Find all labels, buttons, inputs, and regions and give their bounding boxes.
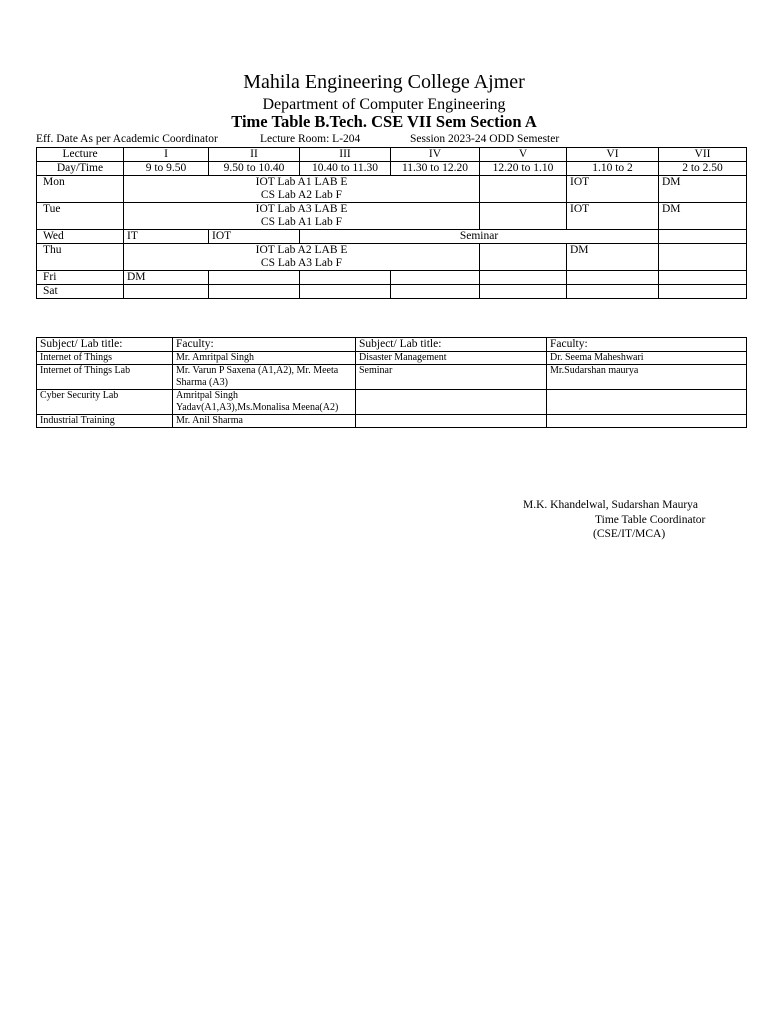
seminar-block: Seminar (300, 230, 659, 244)
slot-cell: IOT (567, 176, 659, 203)
time-slot: 10.40 to 11.30 (300, 162, 391, 176)
slot-cell (567, 285, 659, 299)
day-label: Sat (37, 285, 124, 299)
day-row-mon (37, 176, 747, 203)
slot-cell (480, 244, 567, 271)
day-row-wed (37, 230, 747, 244)
day-row-fri (37, 271, 747, 285)
slot-cell: DM (567, 244, 659, 271)
timetable-title: Time Table B.Tech. CSE VII Sem Section A (231, 112, 537, 131)
slot-cell (480, 176, 567, 203)
lecture-number-row (37, 148, 747, 162)
column-header: Subject/ Lab title: (37, 338, 173, 352)
lab-session: CS Lab A3 Lab F (260, 257, 343, 269)
slot-cell: IOT (567, 203, 659, 230)
lecture-number: II (209, 148, 300, 162)
session-info: Session 2023-24 ODD Semester (410, 133, 560, 145)
faculty-name: Mr. Amritpal Singh (173, 352, 356, 365)
subject-title: Internet of Things Lab (37, 365, 173, 390)
slot-cell: DM (659, 203, 747, 230)
slot-cell: DM (124, 271, 209, 285)
college-name: Mahila Engineering College Ajmer (243, 71, 525, 93)
subject-title (356, 390, 547, 415)
subject-title: Disaster Management (356, 352, 547, 365)
faculty-name: Mr.Sudarshan maurya (547, 365, 747, 390)
day-row-thu (37, 244, 747, 271)
lab-session: IOT Lab A3 LAB E (255, 203, 348, 215)
slot-cell (300, 285, 391, 299)
coordinator-dept: (CSE/IT/MCA) (593, 528, 666, 540)
department-name: Department of Computer Engineering (262, 96, 506, 113)
subject-row (37, 352, 747, 365)
daytime-label: Day/Time (37, 162, 124, 176)
subject-row (37, 390, 747, 415)
subject-title (356, 415, 547, 428)
time-slot: 1.10 to 2 (567, 162, 659, 176)
day-row-sat (37, 285, 747, 299)
slot-cell (391, 285, 480, 299)
faculty-name: Dr. Seema Maheshwari (547, 352, 747, 365)
slot-cell (300, 271, 391, 285)
subject-faculty-table (36, 337, 747, 428)
lab-session: IOT Lab A1 LAB E (255, 176, 348, 188)
faculty-name (547, 390, 747, 415)
column-header: Faculty: (547, 338, 747, 352)
subject-row (37, 415, 747, 428)
subject-title: Cyber Security Lab (37, 390, 173, 415)
time-slot: 9.50 to 10.40 (209, 162, 300, 176)
slot-cell (480, 271, 567, 285)
faculty-name: Mr. Varun P Saxena (A1,A2), Mr. Meeta Sharma (A3) (173, 365, 356, 390)
time-slot: 2 to 2.50 (659, 162, 747, 176)
slot-cell (209, 271, 300, 285)
day-label: Tue (37, 203, 124, 230)
slot-cell (659, 230, 747, 244)
faculty-name: Mr. Anil Sharma (173, 415, 356, 428)
lab-block (124, 244, 480, 271)
time-slot: 9 to 9.50 (124, 162, 209, 176)
time-slot: 12.20 to 1.10 (480, 162, 567, 176)
slot-cell (480, 203, 567, 230)
timetable-grid (36, 147, 747, 299)
lecture-number: VII (659, 148, 747, 162)
column-header: Subject/ Lab title: (356, 338, 547, 352)
subject-row (37, 365, 747, 390)
lecture-number: VI (567, 148, 659, 162)
effective-date: Eff. Date As per Academic Coordinator (36, 133, 218, 145)
slot-cell (659, 271, 747, 285)
day-label: Wed (37, 230, 124, 244)
lab-session: CS Lab A1 Lab F (260, 216, 343, 228)
lecture-number: IV (391, 148, 480, 162)
slot-cell (391, 271, 480, 285)
subject-title: Seminar (356, 365, 547, 390)
day-label: Mon (37, 176, 124, 203)
lab-block (124, 176, 480, 203)
column-header: Faculty: (173, 338, 356, 352)
day-label: Fri (37, 271, 124, 285)
lab-session: IOT Lab A2 LAB E (255, 244, 348, 256)
lecture-number: V (480, 148, 567, 162)
lab-session: CS Lab A2 Lab F (260, 189, 343, 201)
subject-title: Industrial Training (37, 415, 173, 428)
lecture-room: Lecture Room: L-204 (260, 133, 361, 145)
lecture-number: III (300, 148, 391, 162)
subject-title: Internet of Things (37, 352, 173, 365)
slot-cell (567, 271, 659, 285)
slot-cell: IT (124, 230, 209, 244)
slot-cell (124, 285, 209, 299)
slot-cell (209, 285, 300, 299)
time-slot-row (37, 162, 747, 176)
day-row-tue (37, 203, 747, 230)
slot-cell: IOT (209, 230, 300, 244)
lecture-number: I (124, 148, 209, 162)
slot-cell: DM (659, 176, 747, 203)
subject-header-row (37, 338, 747, 352)
slot-cell (480, 285, 567, 299)
faculty-name: Amritpal Singh Yadav(A1,A3),Ms.Monalisa Meena(A2) (173, 390, 356, 415)
faculty-name (547, 415, 747, 428)
day-label: Thu (37, 244, 124, 271)
time-slot: 11.30 to 12.20 (391, 162, 480, 176)
coordinator-role: Time Table Coordinator (595, 514, 706, 526)
slot-cell (659, 285, 747, 299)
lab-block (124, 203, 480, 230)
slot-cell (659, 244, 747, 271)
lecture-label: Lecture (37, 148, 124, 162)
coordinator-names: M.K. Khandelwal, Sudarshan Maurya (523, 499, 699, 511)
